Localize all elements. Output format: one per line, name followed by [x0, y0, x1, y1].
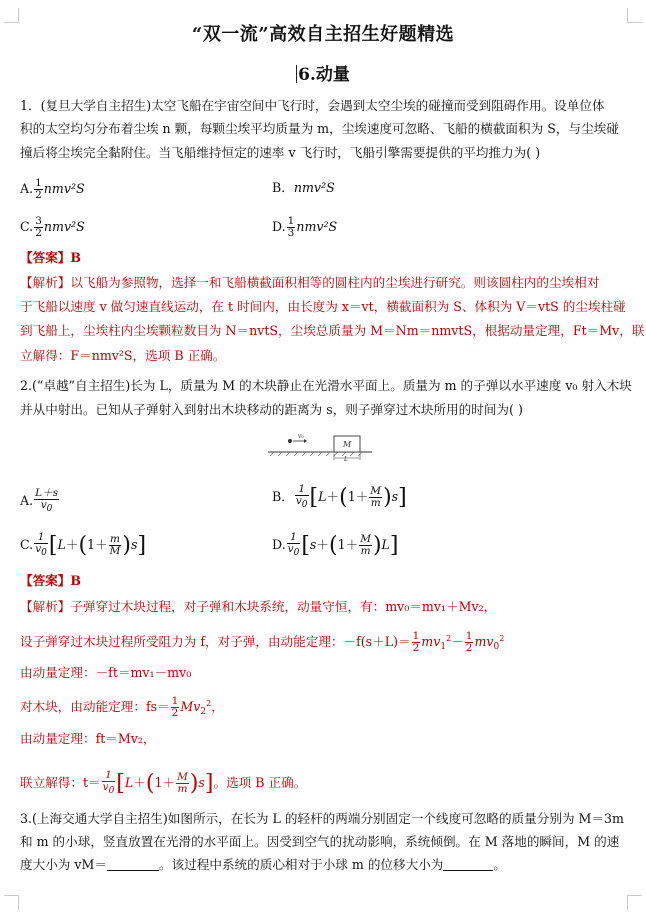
q3-line: 度大小为 vM＝ 。该过程中系统的质心相对于小球 m 的位移大小为 。 [20, 857, 506, 872]
length-label: L [344, 456, 348, 462]
q2-analysis-line: 对木块，由动能定理：fs＝ $\frac{1}{2}$ $Mv_2^2$， [20, 695, 224, 719]
q3-line: 3.(上海交通大学自主招生)如图所示，在长为 L 的轻杆的两端分别固定一个线度可忽略的质量分别为 M＝3m [20, 811, 625, 826]
q1-option-a: A. $\frac{1}{2}$ nmv²S [20, 177, 85, 201]
answer-blank[interactable] [443, 858, 493, 871]
q3-line: 和 m 的小球，竖直放置在光滑的水平面上。因受到空气的扰动影响，系统倾倒。在 M 落地的瞬间，M 的速 [20, 834, 620, 849]
q1-line: 1．(复旦大学自主招生)太空飞船在宇宙空间中飞行时，会遇到太空尘埃的碰撞而受到阻碍作用。设单位体 [20, 98, 605, 113]
q2-answer: 【答案】B [20, 573, 82, 588]
q1-option-c: C. $\frac{3}{2}$ nmv²S [20, 215, 85, 239]
bullet-icon [288, 439, 292, 443]
page-title: “双一流”高效自主招生好题精选 [191, 24, 455, 45]
answer-blank[interactable] [107, 858, 159, 871]
page-corner-mark [627, 895, 642, 910]
block-label: M [343, 440, 352, 449]
q2-option-a: A. $\frac{L+s}{v0}$ [20, 487, 58, 514]
q1-analysis-line: 到飞船上，尘埃柱内尘埃颗粒数目为 N＝nvtS，尘埃总质量为 M＝Nm＝nmvtS，根据动量定理，Ft＝Mv，联 [20, 323, 645, 338]
q2-line: 2.(“卓越”自主招生)长为 L，质量为 M 的木块静止在光滑水平面上。质量为 m 的子弹以水平速度 v₀ 射入木块 [20, 378, 632, 393]
q1-analysis-line: 于飞船以速度 v 做匀速直线运动，在 t 时间内，由长度为 x＝vt，横截面积为 S、体积为 V＝vtS 的尘埃柱碰 [20, 299, 626, 314]
q2-analysis-line: 由动量定理：－ft＝mv₁－mv₀ [20, 665, 192, 680]
q2-analysis-line: 【解析】子弹穿过木块过程，对子弹和木块系统，动量守恒，有：mv₀＝mv₁＋Mv₂， [20, 599, 497, 614]
page-corner-mark [4, 895, 19, 910]
q2-analysis-line: 由动量定理：ft＝Mv₂， [20, 731, 156, 746]
section-title: 6.动量 [298, 65, 350, 85]
q1-line: 积的太空均匀分布着尘埃 n 颗，每颗尘埃平均质量为 m，尘埃速度可忽略、飞船的横截面积为 S，与尘埃碰 [20, 121, 619, 136]
q2-line: 并从中射出。已知从子弹射入到射出木块移动的距离为 s，则子弹穿过木块所用的时间为( ) [20, 402, 523, 417]
q1-answer: 【答案】B [20, 250, 82, 265]
q2-option-c: C. $\frac{1}{v0}$ [L＋(1＋ $\frac{m}{M}$ )s] [20, 531, 147, 558]
q2-analysis-line: 设子弹穿过木块过程所受阻力为 f，对子弹，由动能定理：－f(s＋L)＝ $\frac{1}{2}$ $mv_1^2-$ $\frac{1}{2}$ $mv_0^2$ [20, 630, 505, 654]
q1-analysis-line: 【解析】以飞船为参照物，选择一和飞船横截面积相等的圆柱内的尘埃进行研究。则该圆柱内的尘埃相对 [20, 275, 600, 290]
velocity-label: v₀ [298, 433, 304, 440]
q1-analysis-line: 立解得：F＝nmv²S，选项 B 正确。 [20, 348, 226, 363]
q1-option-b: B．nmv²S [272, 180, 335, 195]
q2-option-d: D. $\frac{1}{v0}$ [s＋(1＋ $\frac{M}{m}$ )L] [272, 531, 399, 558]
q1-line: 撞后将尘埃完全黏附住。当飞船维持恒定的速率 v 飞行时，飞船引擎需要提供的平均推力为( ) [20, 145, 541, 160]
q1-option-d: D. $\frac{1}{3}$ nmv²S [272, 215, 338, 239]
text-cursor [296, 65, 297, 83]
q2-option-b: B． $\frac{1}{v0}$ [L＋(1＋ $\frac{M}{m}$ )s] [272, 483, 407, 510]
q2-analysis-line: 联立解得：t＝ $\frac{1}{v0}$ [L＋(1＋ $\frac{M}{m}$ )s]。选项 B 正确。 [20, 769, 307, 796]
bullet-block-figure [266, 432, 376, 462]
